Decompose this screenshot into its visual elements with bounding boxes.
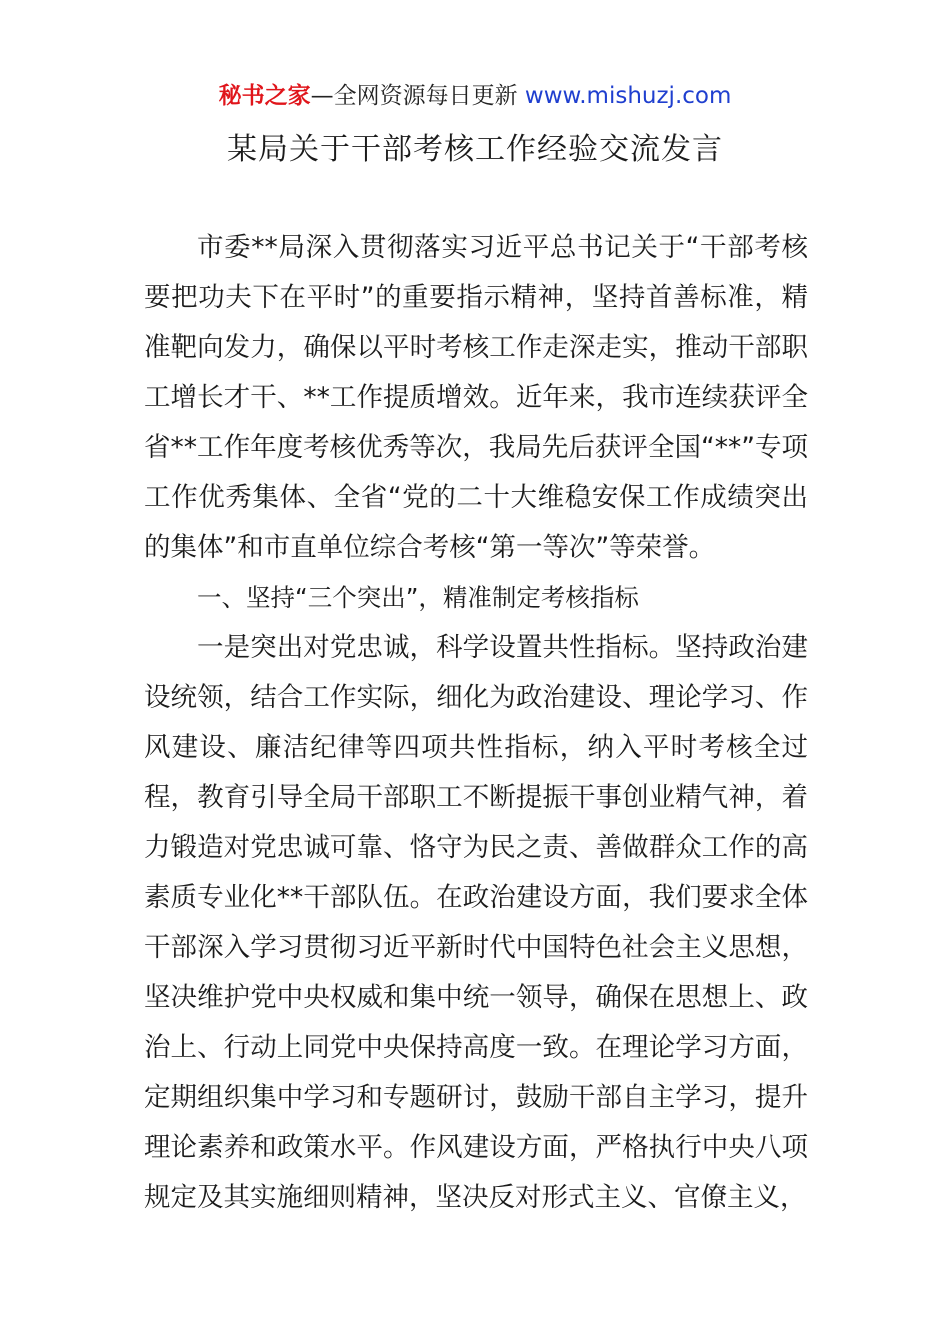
document-title: 某局关于干部考核工作经验交流发言 [227, 132, 723, 167]
intro-paragraph: 市委**局深入贯彻落实习近平总书记关于“干部考核要把功夫下在平时”的重要指示精神，坚持首善标准，精准靶向发力，确保以平时考核工作走深走实，推动干部职工增长才干、**工作提质增效。近年来，我市连续获评全省**工作年度考核优秀等次，我局先后获评全国“**”专项工作优秀集体、全省“党的二十大维稳安保工作成绩突出的集体”和市直单位综合考核“第一等次”等荣誉。 [144, 232, 808, 563]
document-body [144, 223, 808, 1223]
site-url-link[interactable]: www.mishuzj.com [524, 83, 732, 109]
site-tagline: —全网资源每日更新 [310, 83, 518, 109]
section-heading: 一、坚持“三个突出”，精准制定考核指标 [197, 583, 639, 612]
site-brand: 秘书之家 [218, 83, 311, 109]
section-paragraph: 一是突出对党忠诚，科学设置共性指标。坚持政治建设统领，结合工作实际，细化为政治建设、理论学习、作风建设、廉洁纪律等四项共性指标，纳入平时考核全过程，教育引导全局干部职工不断提振干事创业精气神，着力锻造对党忠诚可靠、恪守为民之责、善做群众工作的高素质专业化**干部队伍。在政治建设方面，我们要求全体干部深入学习贯彻习近平新时代中国特色社会主义思想，坚决维护党中央权威和集中统一领导，确保在思想上、政治上、行动上同党中央保持高度一致。在理论学习方面，定期组织集中学习和专题研讨，鼓励干部自主学习，提升理论素养和政策水平。作风建设方面，严格执行中央八项规定及其实施细则精神，坚决反对形式主义、官僚主义， [144, 632, 808, 1213]
site-header [0, 80, 950, 112]
